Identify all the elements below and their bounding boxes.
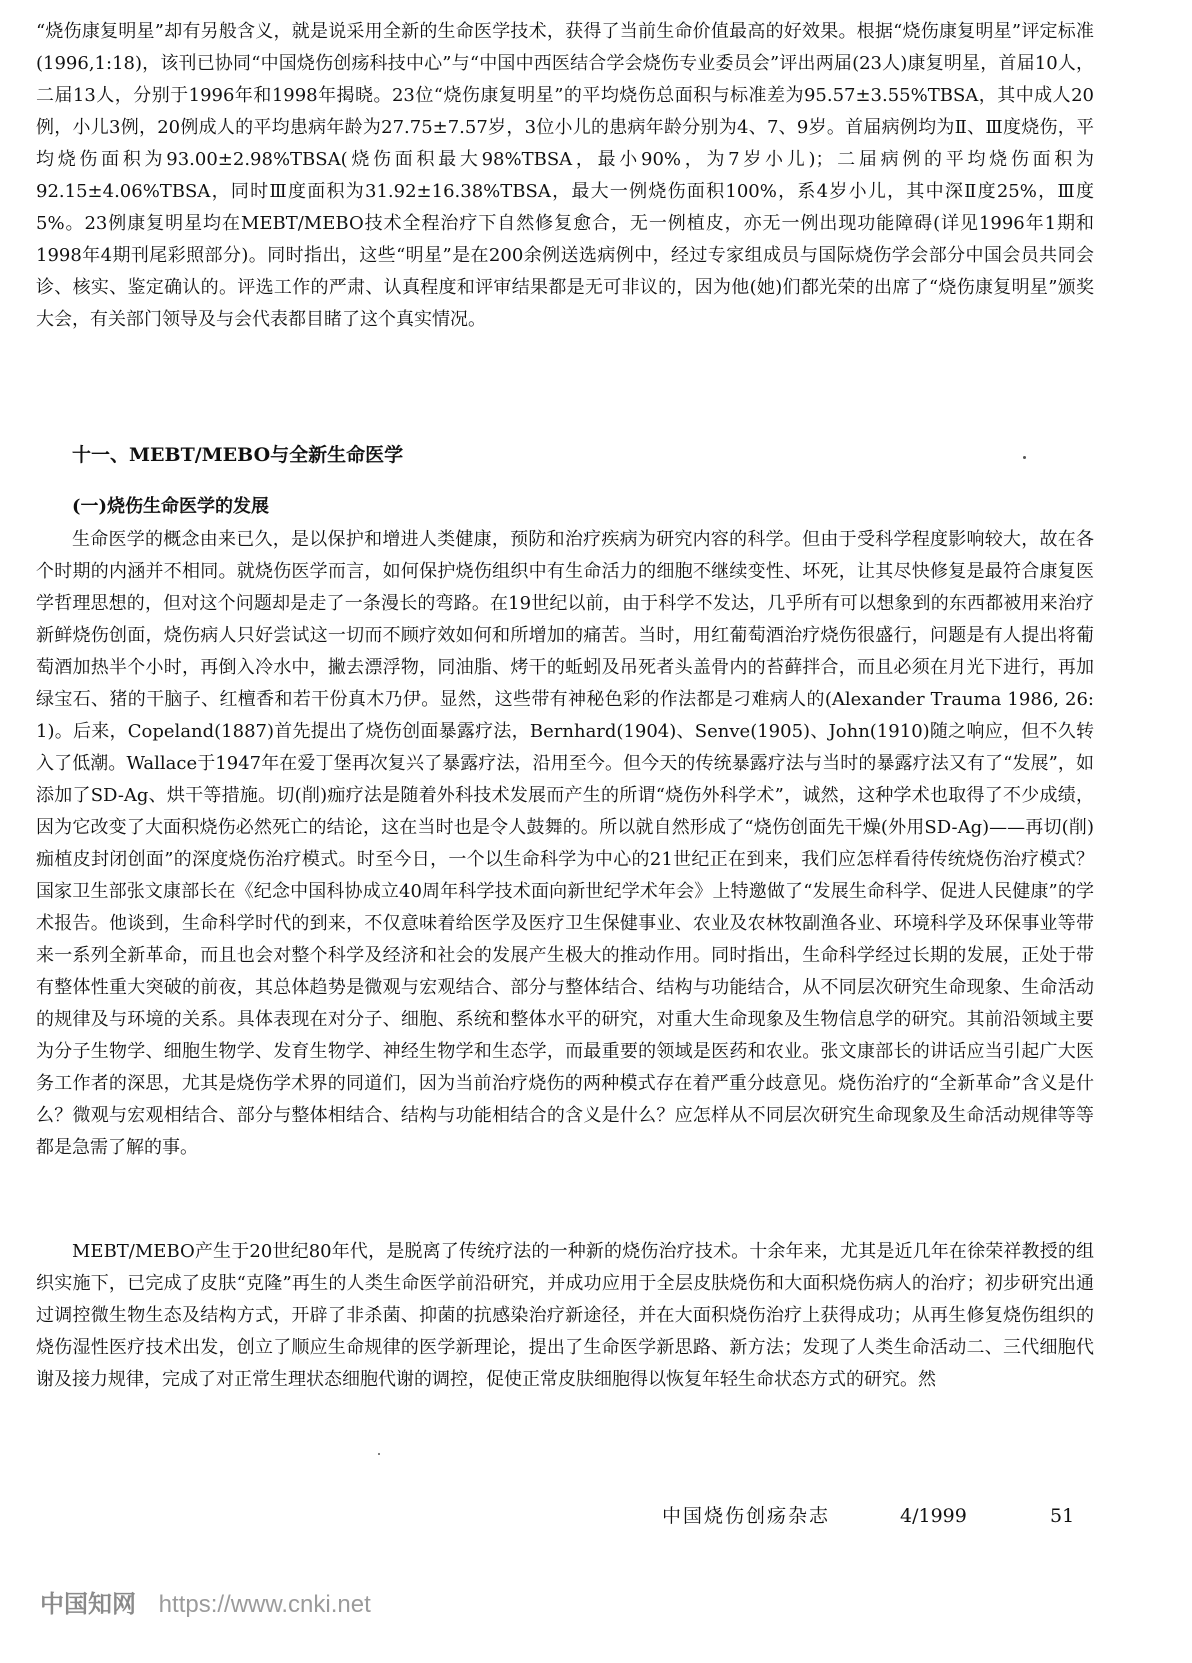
scan-speck <box>1023 456 1026 459</box>
cnki-watermark <box>40 1590 371 1620</box>
paragraph-life-medicine-history: 生命医学的概念由来已久，是以保护和增进人类健康，预防和治疗疾病为研究内容的科学。但由于受科学程度影响较大，故在各个时期的内涵并不相同。就烧伤医学而言，如何保护烧伤组织中有生命活力的细胞不继续变性、坏死，让其尽快修复是最符合康复医学哲理思想的，但对这个问题却是走了一条漫长的弯路。在19世纪以前，由于科学不发达，几乎所有可以想象到的东西都被用来治疗新鲜烧伤创面，烧伤病人只好尝试这一切而不顾疗效如何和所增加的痛苦。当时，用红葡萄酒治疗烧伤很盛行，问题是有人提出将葡萄酒加热半个小时，再倒入冷水中，撇去漂浮物，同油脂、烤干的蚯蚓及吊死者头盖骨内的苔藓拌合，而且必须在月光下进行，再加绿宝石、猪的干脑子、红檀香和若干份真木乃伊。显然，这些带有神秘色彩的作法都是刁难病人的(Alexander Trauma 1986, 26: 1)。后来，Copeland(1887)首先提出了烧伤创面暴露疗法，Bernhard(1904)、Senve(1905)、John(1910)随之响应，但不久转入了低潮。Wallace于1947年在爱丁堡再次复兴了暴露疗法，沿用至今。但今天的传统暴露疗法与当时的暴露疗法又有了“发展”，如添加了SD-Ag、烘干等措施。切(削)痂疗法是随着外科技术发展而产生的所谓“烧伤外科学术”，诚然，这种学术也取得了不少成绩，因为它改变了大面积烧伤必然死亡的结论，这在当时也是令人鼓舞的。所以就自然形成了“烧伤创面先干燥(外用SD-Ag)——再切(削)痂植皮封闭创面”的深度烧伤治疗模式。时至今日，一个以生命科学为中心的21世纪正在到来，我们应怎样看待传统烧伤治疗模式？国家卫生部张文康部长在《纪念中国科协成立40周年科学技术面向新世纪学术年会》上特邀做了“发展生命科学、促进人民健康”的学术报告。他谈到，生命科学时代的到来，不仅意味着给医学及医疗卫生保健事业、农业及农林牧副渔各业、环境科学及环保事业等带来一系列全新革命，而且也会对整个科学及经济和社会的发展产生极大的推动作用。同时指出，生命科学经过长期的发展，正处于带有整体性重大突破的前夜，其总体趋势是微观与宏观结合、部分与整体结合、结构与功能结合，从不同层次研究生命现象、生命活动的规律及与环境的关系。具体表现在对分子、细胞、系统和整体水平的研究，对重大生命现象及生物信息学的研究。其前沿领域主要为分子生物学、细胞生物学、发育生物学、神经生物学和生态学，而最重要的领域是医药和农业。张文康部长的讲话应当引起广大医务工作者的深思，尤其是烧伤学术界的同道们，因为当前治疗烧伤的两种模式存在着严重分歧意见。烧伤治疗的“全新革命”含义是什么？微观与宏观相结合、部分与整体相结合、结构与功能相结合的含义是什么？应怎样从不同层次研究生命现象及生命活动规律等等都是急需了解的事。 <box>36 529 1094 1158</box>
cnki-url: https://www.cnki.net <box>158 1591 371 1618</box>
subsection-heading: (一)烧伤生命医学的发展 <box>72 496 270 517</box>
scan-speck <box>378 1453 380 1455</box>
paragraph-mebt-mebo: MEBT/MEBO产生于20世纪80年代，是脱离了传统疗法的一种新的烧伤治疗技术。十余年来，尤其是近几年在徐荣祥教授的组织实施下，已完成了皮肤“克隆”再生的人类生命医学前沿研究，并成功应用于全层皮肤烧伤和大面积烧伤病人的治疗；初步研究出通过调控微生物生态及结构方式，开辟了非杀菌、抑菌的抗感染治疗新途径，并在大面积烧伤治疗上获得成功；从再生修复烧伤组织的烧伤湿性医疗技术出发，创立了顺应生命规律的医学新理论，提出了生命医学新思路、新方法；发现了人类生命活动二、三代细胞代谢及接力规律，完成了对正常生理状态细胞代谢的调控，促使正常皮肤细胞得以恢复年轻生命状态方式的研究。然 <box>36 1241 1094 1390</box>
footer-journal-name: 中国烧伤创疡杂志 <box>662 1505 831 1527</box>
section-heading: 十一、MEBT/MEBO与全新生命医学 <box>72 444 404 466</box>
footer-issue: 4/1999 <box>900 1505 967 1527</box>
paragraph-star-patients: “烧伤康复明星”却有另般含义，就是说采用全新的生命医学技术，获得了当前生命价值最高的好效果。根据“烧伤康复明星”评定标准(1996,1:18)，该刊已协同“中国烧伤创疡科技中心”与“中国中西医结合学会烧伤专业委员会”评出两届(23人)康复明星，首届10人，二届13人，分别于1996年和1998年揭晓。23位“烧伤康复明星”的平均烧伤总面积与标准差为95.57±3.55%TBSA，其中成人20例，小儿3例，20例成人的平均患病年龄为27.75±7.57岁，3位小儿的患病年龄分别为4、7、9岁。首届病例均为Ⅱ、Ⅲ度烧伤，平均烧伤面积为93.00±2.98%TBSA(烧伤面积最大98%TBSA，最小90%，为7岁小儿)；二届病例的平均烧伤面积为92.15±4.06%TBSA，同时Ⅲ度面积为31.92±16.38%TBSA，最大一例烧伤面积100%，系4岁小儿，其中深Ⅱ度25%，Ⅲ度5%。23例康复明星均在MEBT/MEBO技术全程治疗下自然修复愈合，无一例植皮，亦无一例出现功能障碍(详见1996年1期和1998年4期刊尾彩照部分)。同时指出，这些“明星”是在200余例送选病例中，经过专家组成员与国际烧伤学会部分中国会员共同会诊、核实、鉴定确认的。评选工作的严肃、认真程度和评审结果都是无可非议的，因为他(她)们都光荣的出席了“烧伤康复明星”颁奖大会，有关部门领导及与会代表都目睹了这个真实情况。 <box>36 21 1094 330</box>
cnki-logo: 中国知网 <box>40 1591 136 1618</box>
page-number: 51 <box>1050 1505 1075 1527</box>
